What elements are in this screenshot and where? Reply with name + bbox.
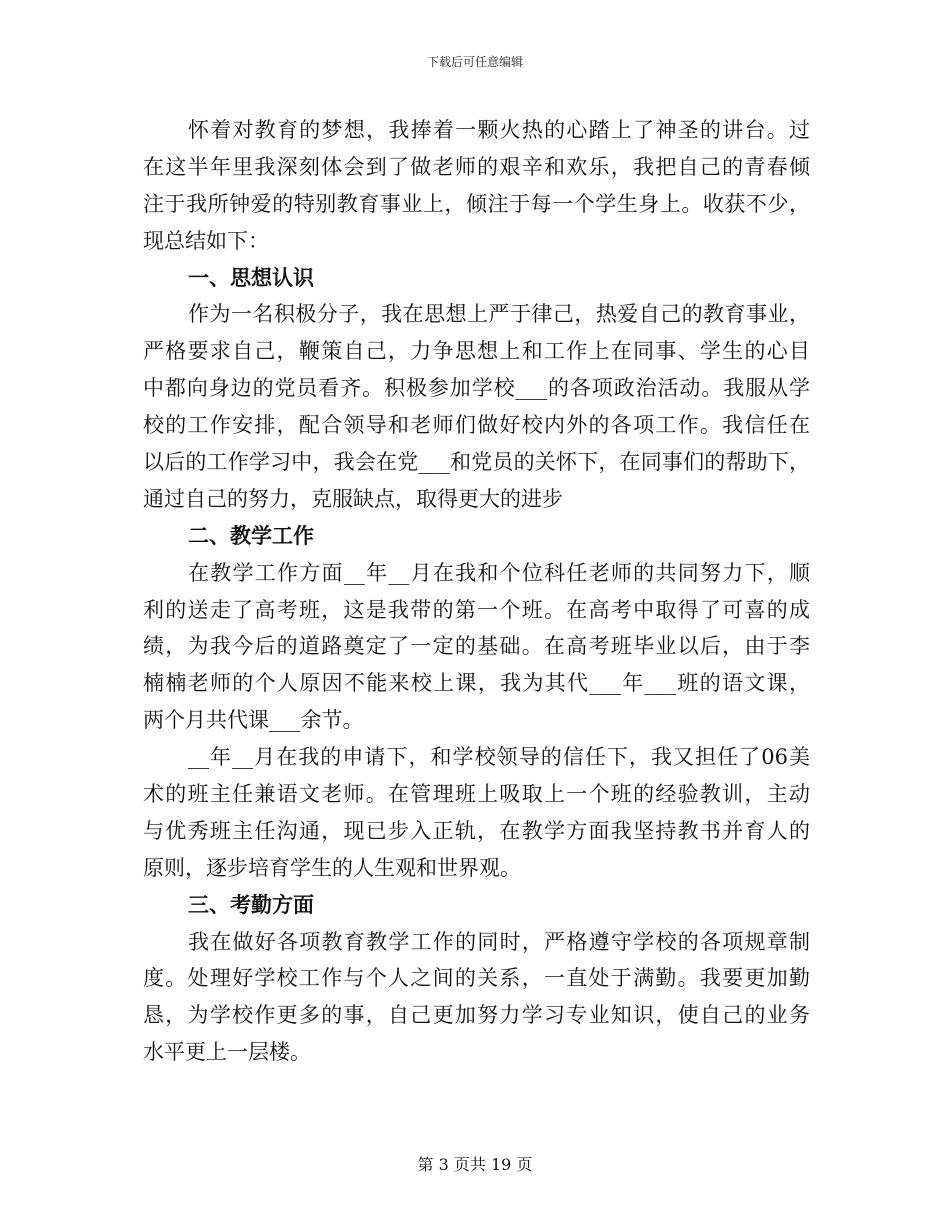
section-heading: 一、思想认识: [188, 264, 314, 290]
section-paragraph: [143, 555, 810, 739]
header-note: 下载后可任意编辑: [426, 55, 523, 69]
section-paragraph: [143, 924, 810, 1072]
paragraph-line: 怀着对教育的梦想，我捧着一颗火热的心踏上了神圣的讲台。过: [188, 118, 810, 142]
page-number-footer: 第 3 页共 19 页: [417, 1155, 533, 1174]
section-heading: 二、教学工作: [188, 522, 314, 548]
paragraph-line: 两个月共代课___余节。: [143, 708, 364, 733]
document-body: [143, 112, 810, 1071]
paragraph-line: 利的送走了高考班，这是我带的第一个班。在高考中取得了可喜的成: [143, 597, 810, 622]
paragraph-line: 绩，为我今后的道路奠定了一定的基础。在高考班毕业以后，由于李: [143, 634, 810, 659]
paragraph-line: 严格要求自己，鞭策自己，力争思想上和工作上在同事、学生的心目: [143, 339, 810, 364]
paragraph-line: 校的工作安排，配合领导和老师们做好校内外的各项工作。我信任在: [143, 413, 810, 438]
paragraph-line: 通过自己的努力，克服缺点，取得更大的进步: [143, 486, 563, 511]
paragraph-line: 度。处理好学校工作与个人之间的关系，一直处于满勤。我要更加勤: [143, 966, 810, 991]
intro-paragraph: [143, 112, 810, 260]
section-paragraph: [143, 739, 810, 887]
paragraph-line: 中都向身边的党员看齐。积极参加学校___的各项政治活动。我服从学: [143, 376, 810, 401]
paragraph-line: 在教学工作方面__年__月在我和个位科任老师的共同努力下，顺: [188, 560, 810, 585]
paragraph-line: 术的班主任兼语文老师。在管理班上吸取上一个班的经验教训，主动: [143, 782, 810, 807]
paragraph-line: 现总结如下：: [143, 228, 269, 253]
paragraph-line: 原则，逐步培育学生的人生观和世界观。: [143, 855, 521, 880]
section-heading: 三、考勤方面: [188, 891, 314, 917]
section-ideology: [143, 260, 810, 518]
paragraph-line: 楠楠老师的个人原因不能来校上课，我为其代___年___班的语文课，: [143, 671, 810, 696]
section-paragraph: [143, 296, 810, 517]
paragraph-line: 水平更上一层楼。: [143, 1040, 311, 1065]
paragraph-line: __年__月在我的申请下，和学校领导的信任下，我又担任了06美: [188, 745, 810, 770]
paragraph-line: 注于我所钟爱的特别教育事业上，倾注于每一个学生身上。收获不少，: [143, 191, 810, 216]
paragraph-line: 作为一名积极分子，我在思想上严于律己，热爱自己的教育事业，: [188, 302, 810, 327]
section-teaching: [143, 518, 810, 887]
paragraph-line: 我在做好各项教育教学工作的同时，严格遵守学校的各项规章制: [188, 929, 810, 954]
paragraph-line: 恳，为学校作更多的事，自己更加努力学习专业知识，使自己的业务: [143, 1003, 810, 1028]
section-attendance: [143, 887, 810, 1071]
paragraph-line: 与优秀班主任沟通，现已步入正轨，在教学方面我坚持教书并育人的: [143, 818, 810, 843]
paragraph-line: 以后的工作学习中，我会在党___和党员的关怀下，在同事们的帮助下，: [143, 450, 810, 475]
paragraph-line: 在这半年里我深刻体会到了做老师的艰辛和欢乐，我把自己的青春倾: [143, 154, 810, 179]
